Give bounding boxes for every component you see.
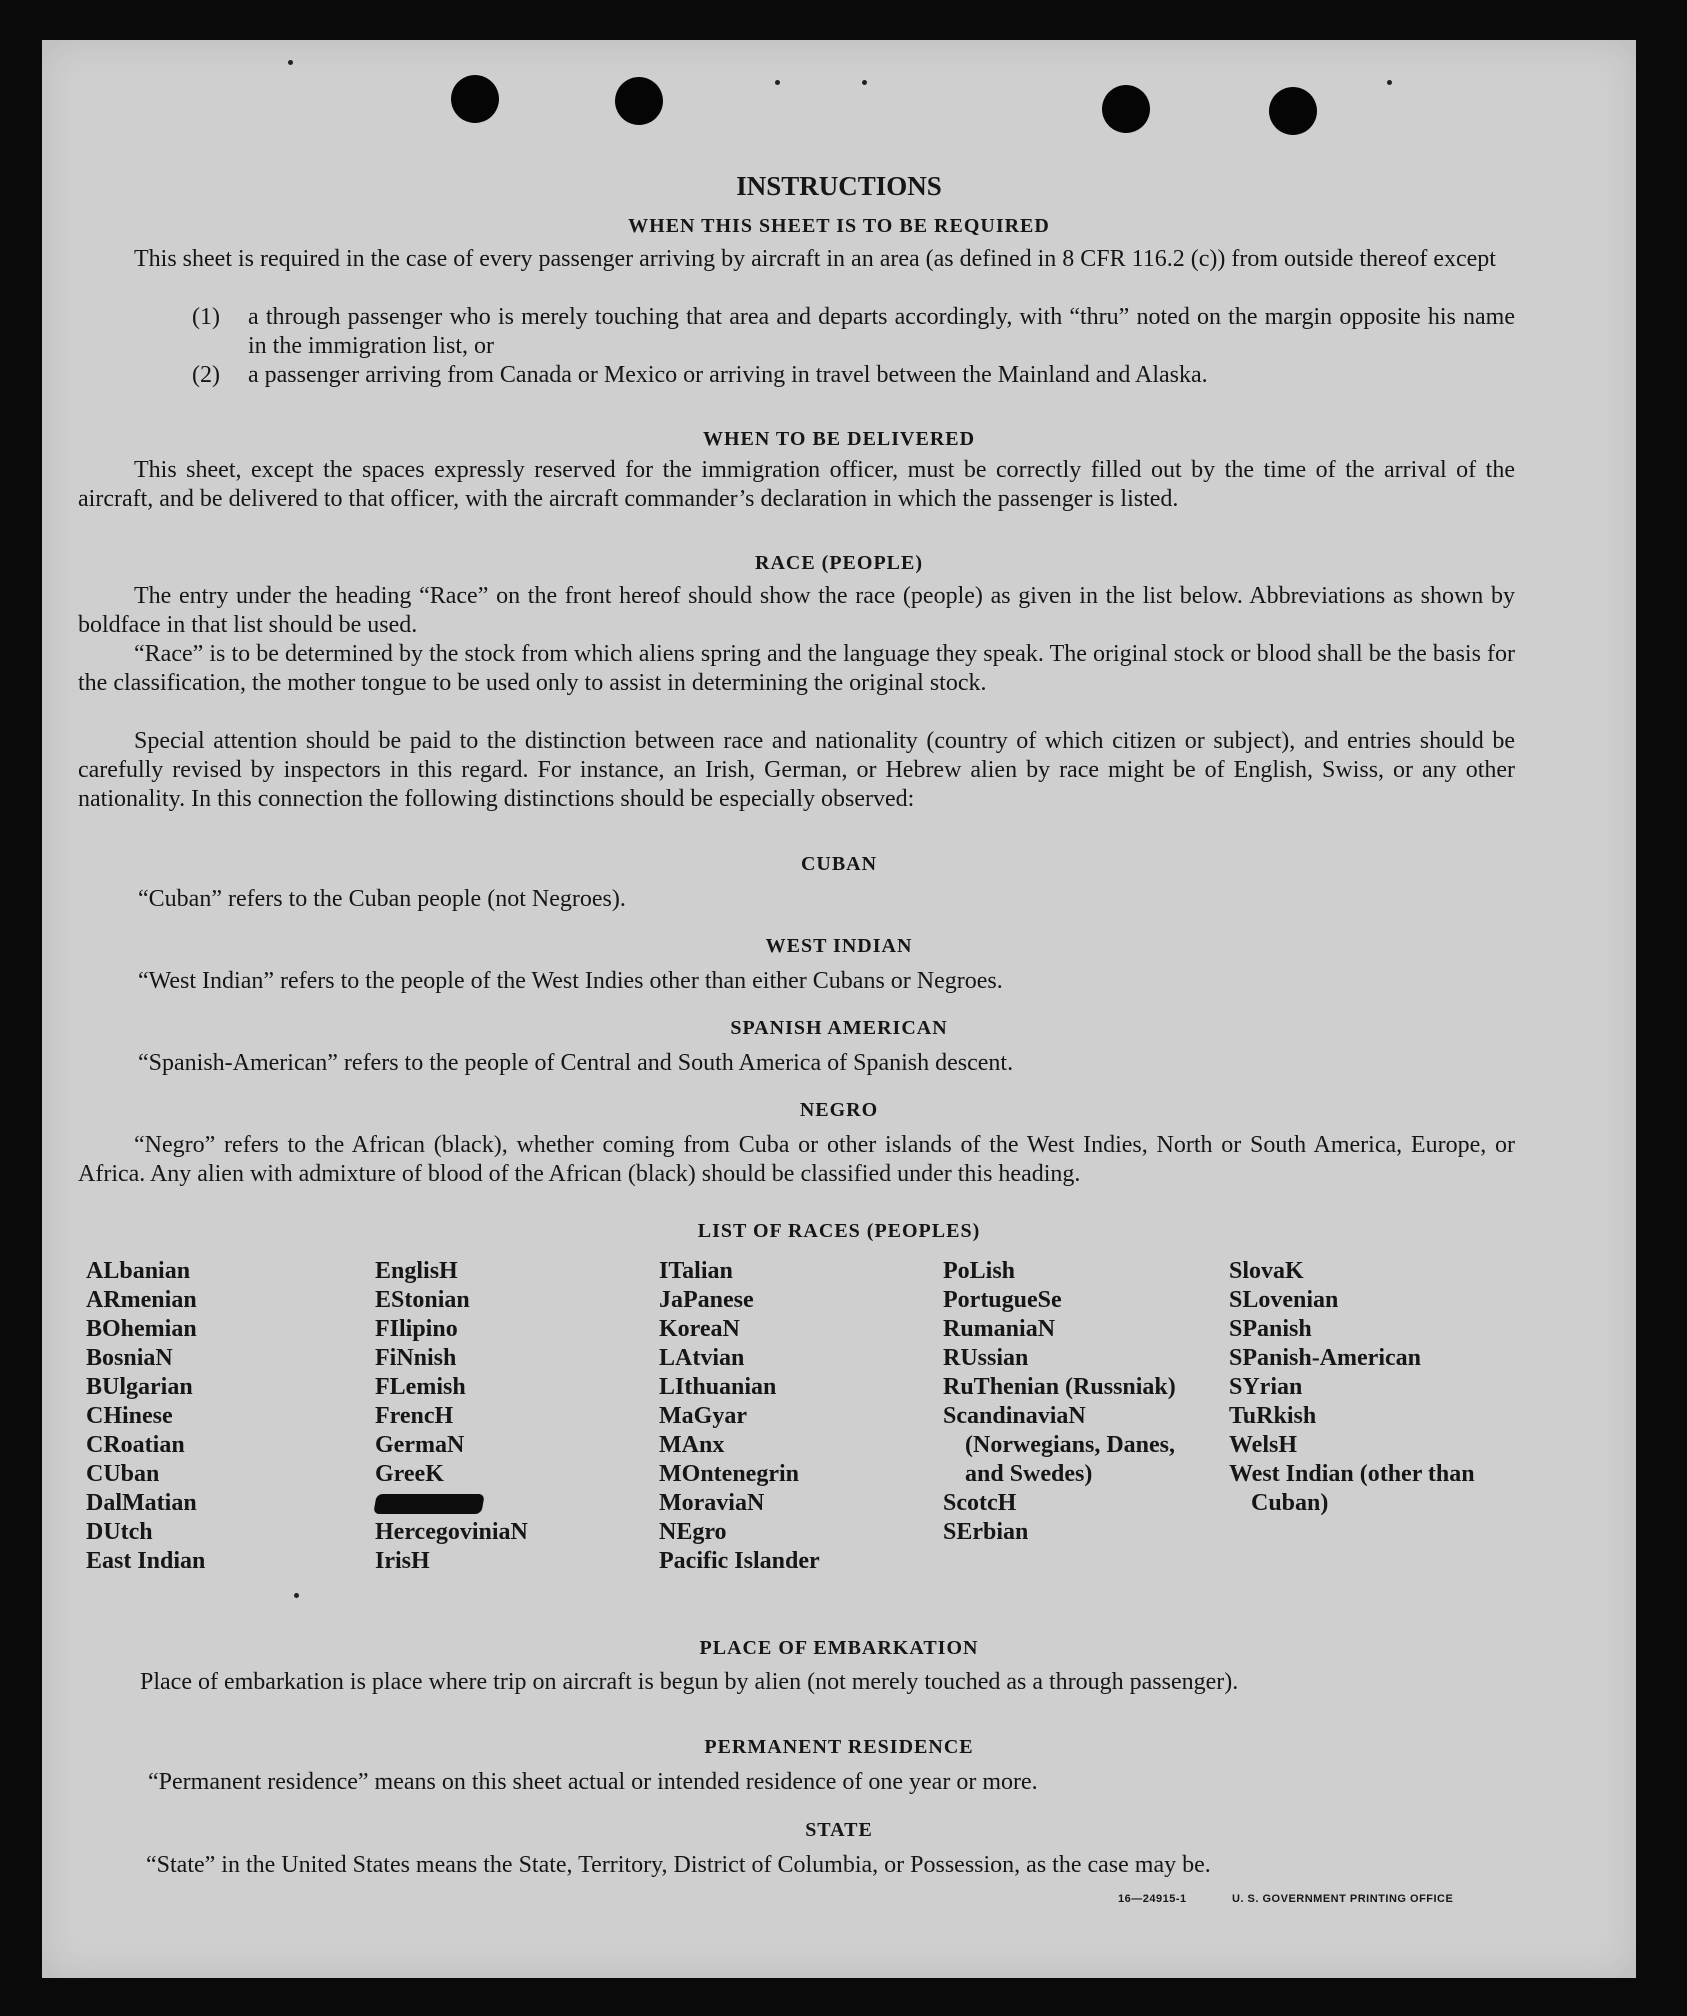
race-list-item: RUssian <box>943 1345 1029 1371</box>
race-list-item: IrisH <box>375 1548 430 1574</box>
residence-text: “Permanent residence” means on this sheet actual or intended residence of one year or more. <box>148 1769 1038 1795</box>
document-page <box>42 40 1636 1978</box>
section-heading-cuban: CUBAN <box>800 853 878 875</box>
race-list-column-1 <box>86 1257 356 1576</box>
section-heading-when-delivered: WHEN TO BE DELIVERED <box>702 428 976 450</box>
race-list-item: HercegoviniaN <box>375 1519 528 1545</box>
race-list-item: FrencH <box>375 1403 454 1429</box>
race-list-item: PortugueSe <box>943 1287 1062 1313</box>
section-heading-negro: NEGRO <box>799 1099 879 1121</box>
race-list-item: DUtch <box>86 1519 153 1545</box>
embarkation-text: Place of embarkation is place where trip on aircraft is begun by alien (not merely touched as a through passenger). <box>140 1669 1239 1695</box>
delivered-text: This sheet, except the spaces expressly reserved for the immigration officer, must be correctly filled out by the time of the arrival of the aircraft, and be delivered to that officer, with the aircraft commander’s declaration in which the passenger is listed. <box>78 457 1515 512</box>
item-text: a through passenger who is merely touching that area and departs accordingly, with “thru” noted on the margin opposite his name in the immigration list, or <box>248 304 1515 359</box>
race-list-item: SlovaK <box>1229 1258 1304 1284</box>
section-heading-spanish-american: SPANISH AMERICAN <box>730 1017 948 1039</box>
race-paragraph-1: The entry under the heading “Race” on the front hereof should show the race (people) as given in the list below. Abbreviations as shown by boldface in that list should be used. <box>78 583 1515 638</box>
race-list-item: WelsH <box>1229 1432 1298 1458</box>
race-list-item: TuRkish <box>1229 1403 1317 1429</box>
race-paragraph-2: “Race” is to be determined by the stock from which aliens spring and the language they speak. The original stock or blood shall be the basis for the classification, the mother tongue to be used only to assist in determining the original stock. <box>78 641 1515 696</box>
exception-item-1 <box>192 303 1515 361</box>
section-heading-list-of-races: LIST OF RACES (PEOPLES) <box>697 1220 981 1242</box>
item-text: a passenger arriving from Canada or Mexico or arriving in travel between the Mainland and Alaska. <box>248 362 1208 388</box>
race-list-item: MaGyar <box>659 1403 747 1429</box>
race-list-item: SPanish-American <box>1229 1345 1421 1371</box>
cuban-text: “Cuban” refers to the Cuban people (not Negroes). <box>138 886 626 912</box>
race-list-item: ScandinaviaN (Norwegians, Danes, and Swedes) <box>943 1403 1175 1487</box>
race-list-item: FiNnish <box>375 1345 457 1371</box>
required-intro: This sheet is required in the case of every passenger arriving by aircraft in an area (as defined in 8 CFR 116.2 (c)) from outside thereof except <box>134 246 1496 272</box>
race-list-item: FLemish <box>375 1374 466 1400</box>
race-list-item: GermaN <box>375 1432 465 1458</box>
race-list-item: FIlipino <box>375 1316 458 1342</box>
race-list-item: SYrian <box>1229 1374 1303 1400</box>
page-title: INSTRUCTIONS <box>736 171 942 201</box>
race-list-item: East Indian <box>86 1548 206 1574</box>
punch-hole <box>1269 87 1317 135</box>
redaction-mark <box>373 1494 485 1514</box>
race-list-column-5 <box>1229 1257 1519 1518</box>
race-list-item: MOntenegrin <box>659 1461 799 1487</box>
section-heading-embarkation: PLACE OF EMBARKATION <box>699 1637 979 1659</box>
race-list-item: LAtvian <box>659 1345 745 1371</box>
race-list-item: ARmenian <box>86 1287 197 1313</box>
race-list-item: SLovenian <box>1229 1287 1339 1313</box>
race-list-item: EnglisH <box>375 1258 458 1284</box>
dust-speck <box>288 60 293 65</box>
race-list-item: CUban <box>86 1461 160 1487</box>
race-list-item: BOhemian <box>86 1316 197 1342</box>
race-list-item: KoreaN <box>659 1316 740 1342</box>
race-list-item: EStonian <box>375 1287 470 1313</box>
form-number: 16—24915-1 <box>1118 1893 1187 1905</box>
section-heading-when-required: WHEN THIS SHEET IS TO BE REQUIRED <box>628 215 1050 237</box>
race-list-item: RuThenian (Russniak) <box>943 1374 1176 1400</box>
race-list-item: ScotcH <box>943 1490 1017 1516</box>
redacted-entry <box>375 1489 645 1518</box>
section-heading-state: STATE <box>805 1819 873 1841</box>
spanish-american-text: “Spanish-American” refers to the people of Central and South America of Spanish descent. <box>138 1050 1014 1076</box>
race-list-item: CHinese <box>86 1403 173 1429</box>
race-list-item: SPanish <box>1229 1316 1312 1342</box>
race-list-item: Pacific Islander <box>659 1548 820 1574</box>
item-number: (1) <box>192 304 220 330</box>
race-list-item: BUlgarian <box>86 1374 193 1400</box>
race-list-item: LIthuanian <box>659 1374 777 1400</box>
item-number: (2) <box>192 362 220 388</box>
punch-hole <box>615 77 663 125</box>
race-list-item: SErbian <box>943 1519 1029 1545</box>
race-list-item: West Indian (other than Cuban) <box>1229 1461 1475 1516</box>
race-list-item: ITalian <box>659 1258 733 1284</box>
race-list-column-4 <box>943 1257 1205 1547</box>
dust-speck <box>1387 80 1392 85</box>
race-list-item: MAnx <box>659 1432 725 1458</box>
section-heading-permanent-residence: PERMANENT RESIDENCE <box>704 1736 974 1758</box>
race-list-column-3 <box>659 1257 929 1576</box>
race-list-item: BosniaN <box>86 1345 173 1371</box>
dust-speck <box>294 1593 299 1598</box>
dust-speck <box>862 80 867 85</box>
dust-speck <box>775 80 780 85</box>
race-list-item: CRoatian <box>86 1432 185 1458</box>
race-list-item: NEgro <box>659 1519 727 1545</box>
race-list-item: DalMatian <box>86 1490 197 1516</box>
printer-imprint: U. S. GOVERNMENT PRINTING OFFICE <box>1232 1893 1454 1905</box>
race-list-item: RumaniaN <box>943 1316 1056 1342</box>
race-paragraph-3: Special attention should be paid to the distinction between race and nationality (country of which citizen or subject), and entries should be carefully revised by inspectors in this regard. For instance, an Irish, German, or Hebrew alien by race might be of English, Swiss, or any other nationality. In this connection the following distinctions should be especially observed: <box>78 728 1515 812</box>
race-list-item: JaPanese <box>659 1287 754 1313</box>
race-list-column-2 <box>375 1257 645 1576</box>
exception-item-2 <box>192 361 1515 419</box>
race-list-item: MoraviaN <box>659 1490 765 1516</box>
section-heading-race: RACE (PEOPLE) <box>755 552 923 574</box>
west-indian-text: “West Indian” refers to the people of the West Indies other than either Cubans or Negroes. <box>138 968 1003 994</box>
state-text: “State” in the United States means the State, Territory, District of Columbia, or Possession, as the case may be. <box>146 1852 1211 1878</box>
race-list-item: ALbanian <box>86 1258 191 1284</box>
punch-hole <box>1102 85 1150 133</box>
punch-hole <box>451 75 499 123</box>
negro-text: “Negro” refers to the African (black), whether coming from Cuba or other islands of the West Indies, North or South America, Europe, or Africa. Any alien with admixture of blood of the African (black) should be classified under this heading. <box>78 1132 1515 1187</box>
race-list-item: PoLish <box>943 1258 1016 1284</box>
race-list-item: GreeK <box>375 1461 444 1487</box>
section-heading-west-indian: WEST INDIAN <box>765 935 913 957</box>
